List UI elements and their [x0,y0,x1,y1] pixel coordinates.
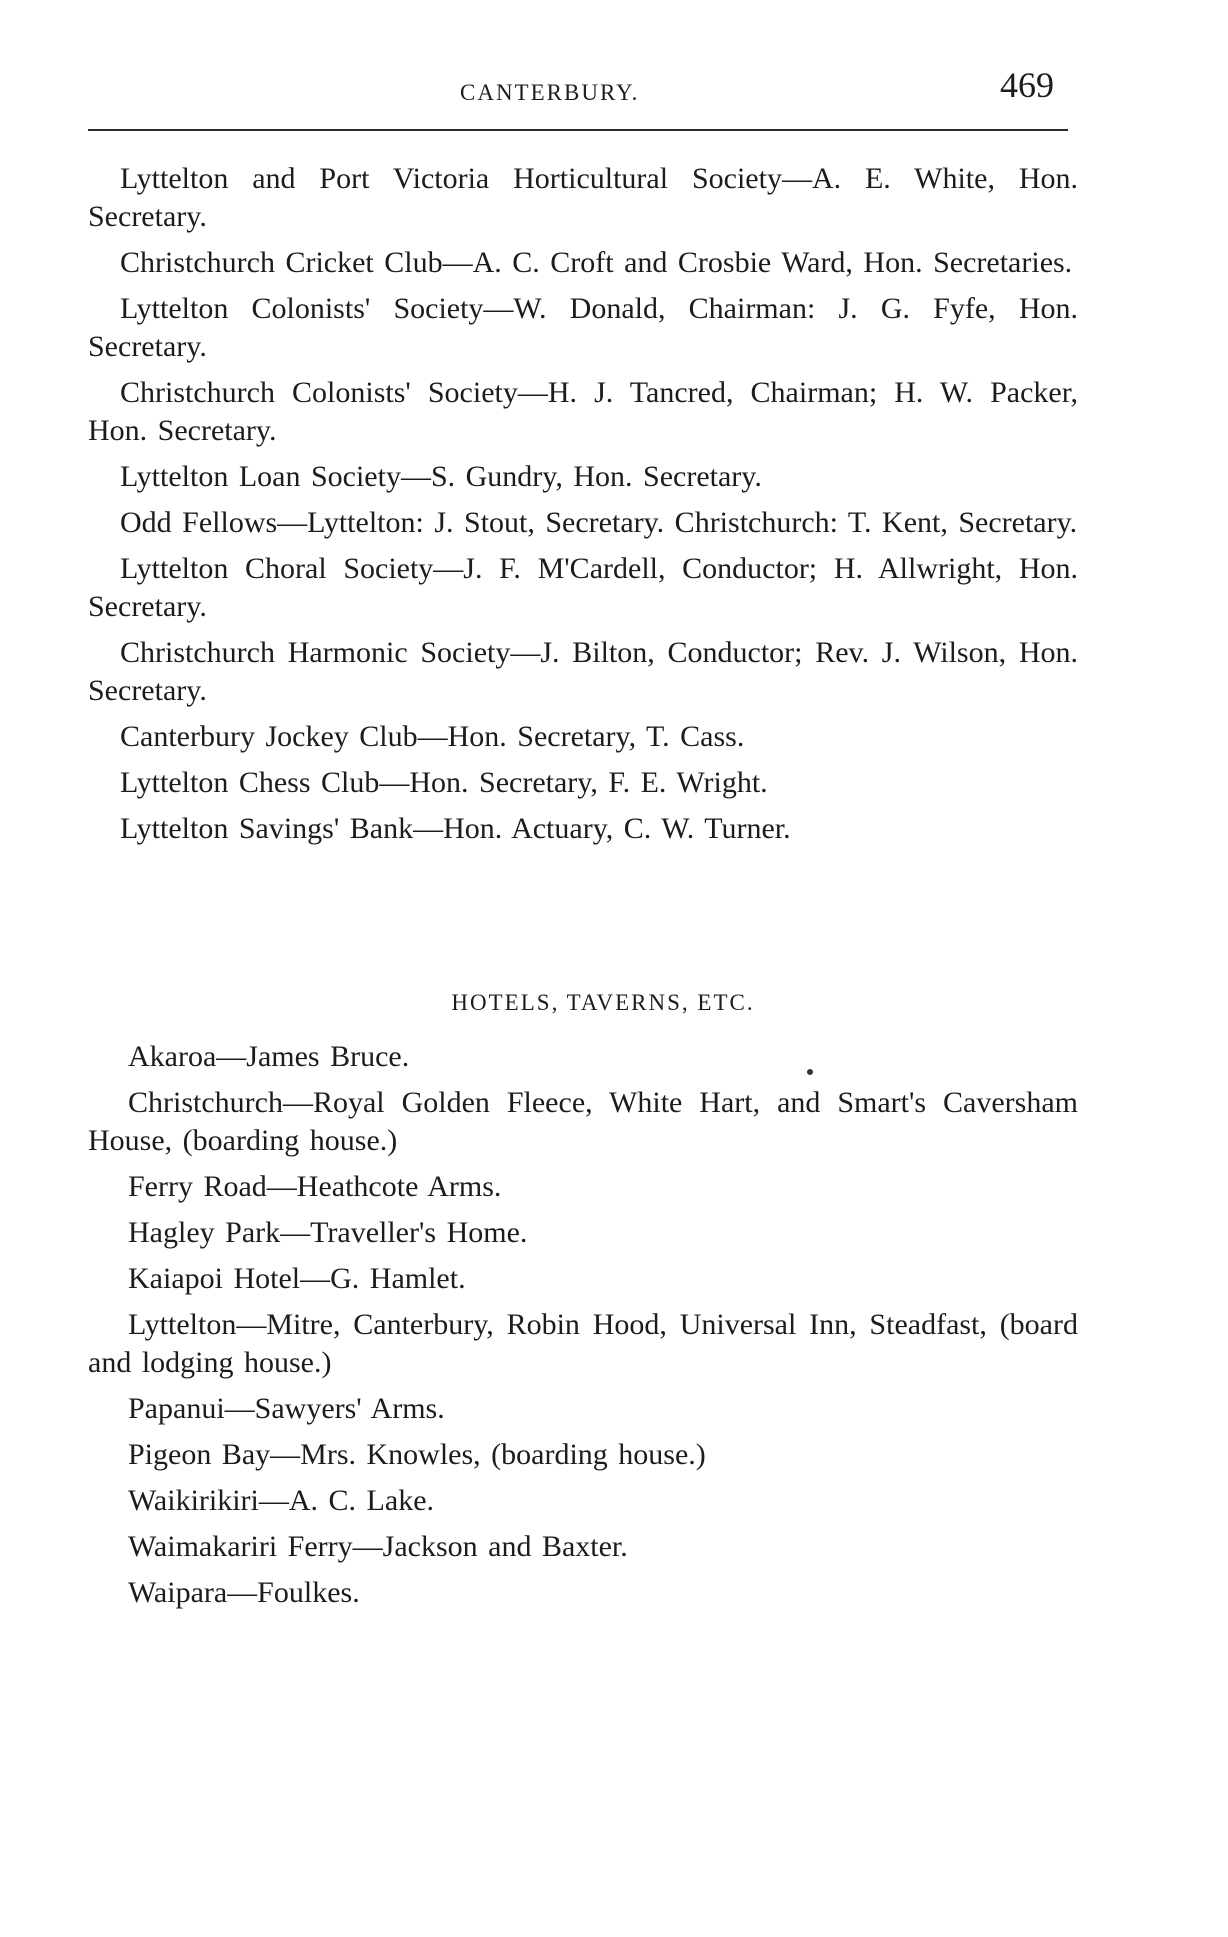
hotel-entry: Waimakariri Ferry—Jackson and Baxter. [128,1530,628,1563]
page-number: 469 [1000,65,1054,105]
society-entry: Christchurch Harmonic Society—J. Bilton, Conductor; Rev. J. Wilson, Hon. Secretary. [88,636,1078,707]
society-entry: Lyttelton Colonists' Society—W. Donald, Chairman: J. G. Fyfe, Hon. Secretary. [88,292,1078,363]
hotel-entry: Christchurch—Royal Golden Fleece, White Hart, and Smart's Caversham House, (boarding house.) [88,1086,1078,1157]
hotel-entry: Akaroa—James Bruce. [128,1040,410,1073]
hotel-entry: Kaiapoi Hotel—G. Hamlet. [128,1262,466,1295]
society-entry: Lyttelton Chess Club—Hon. Secretary, F. E. Wright. [120,766,768,799]
society-entry: Lyttelton Loan Society—S. Gundry, Hon. Secretary. [120,460,762,493]
hotel-entry: Hagley Park—Traveller's Home. [128,1216,528,1249]
society-entry: Canterbury Jockey Club—Hon. Secretary, T. Cass. [120,720,745,753]
ink-speck [807,1069,813,1075]
societies-list [88,160,1078,856]
society-entry: Lyttelton Savings' Bank—Hon. Actuary, C. W. Turner. [120,812,791,845]
society-entry: Christchurch Colonists' Society—H. J. Tancred, Chairman; H. W. Packer, Hon. Secretary. [88,376,1078,447]
header-rule [88,129,1068,131]
section-heading: HOTELS, TAVERNS, ETC. [451,990,755,1015]
hotel-entry: Waipara—Foulkes. [128,1576,360,1609]
society-entry: Christchurch Cricket Club—A. C. Croft and Crosbie Ward, Hon. Secretaries. [120,246,1073,279]
hotel-entry: Papanui—Sawyers' Arms. [128,1392,445,1425]
running-head [0,64,1228,114]
society-entry: Lyttelton and Port Victoria Horticultural Society—A. E. White, Hon. Secretary. [88,162,1078,233]
hotel-entry: Ferry Road—Heathcote Arms. [128,1170,502,1203]
running-title: CANTERBURY. [460,80,640,105]
hotel-entry: Lyttelton—Mitre, Canterbury, Robin Hood, Universal Inn, Steadfast, (board and lodging house.) [88,1308,1078,1379]
hotel-entry: Waikirikiri—A. C. Lake. [128,1484,435,1517]
hotels-section [88,990,1078,1620]
hotel-entry: Pigeon Bay—Mrs. Knowles, (boarding house.) [128,1438,706,1471]
society-entry: Odd Fellows—Lyttelton: J. Stout, Secretary. Christchurch: T. Kent, Secretary. [120,506,1078,539]
society-entry: Lyttelton Choral Society—J. F. M'Cardell, Conductor; H. Allwright, Hon. Secretary. [88,552,1078,623]
